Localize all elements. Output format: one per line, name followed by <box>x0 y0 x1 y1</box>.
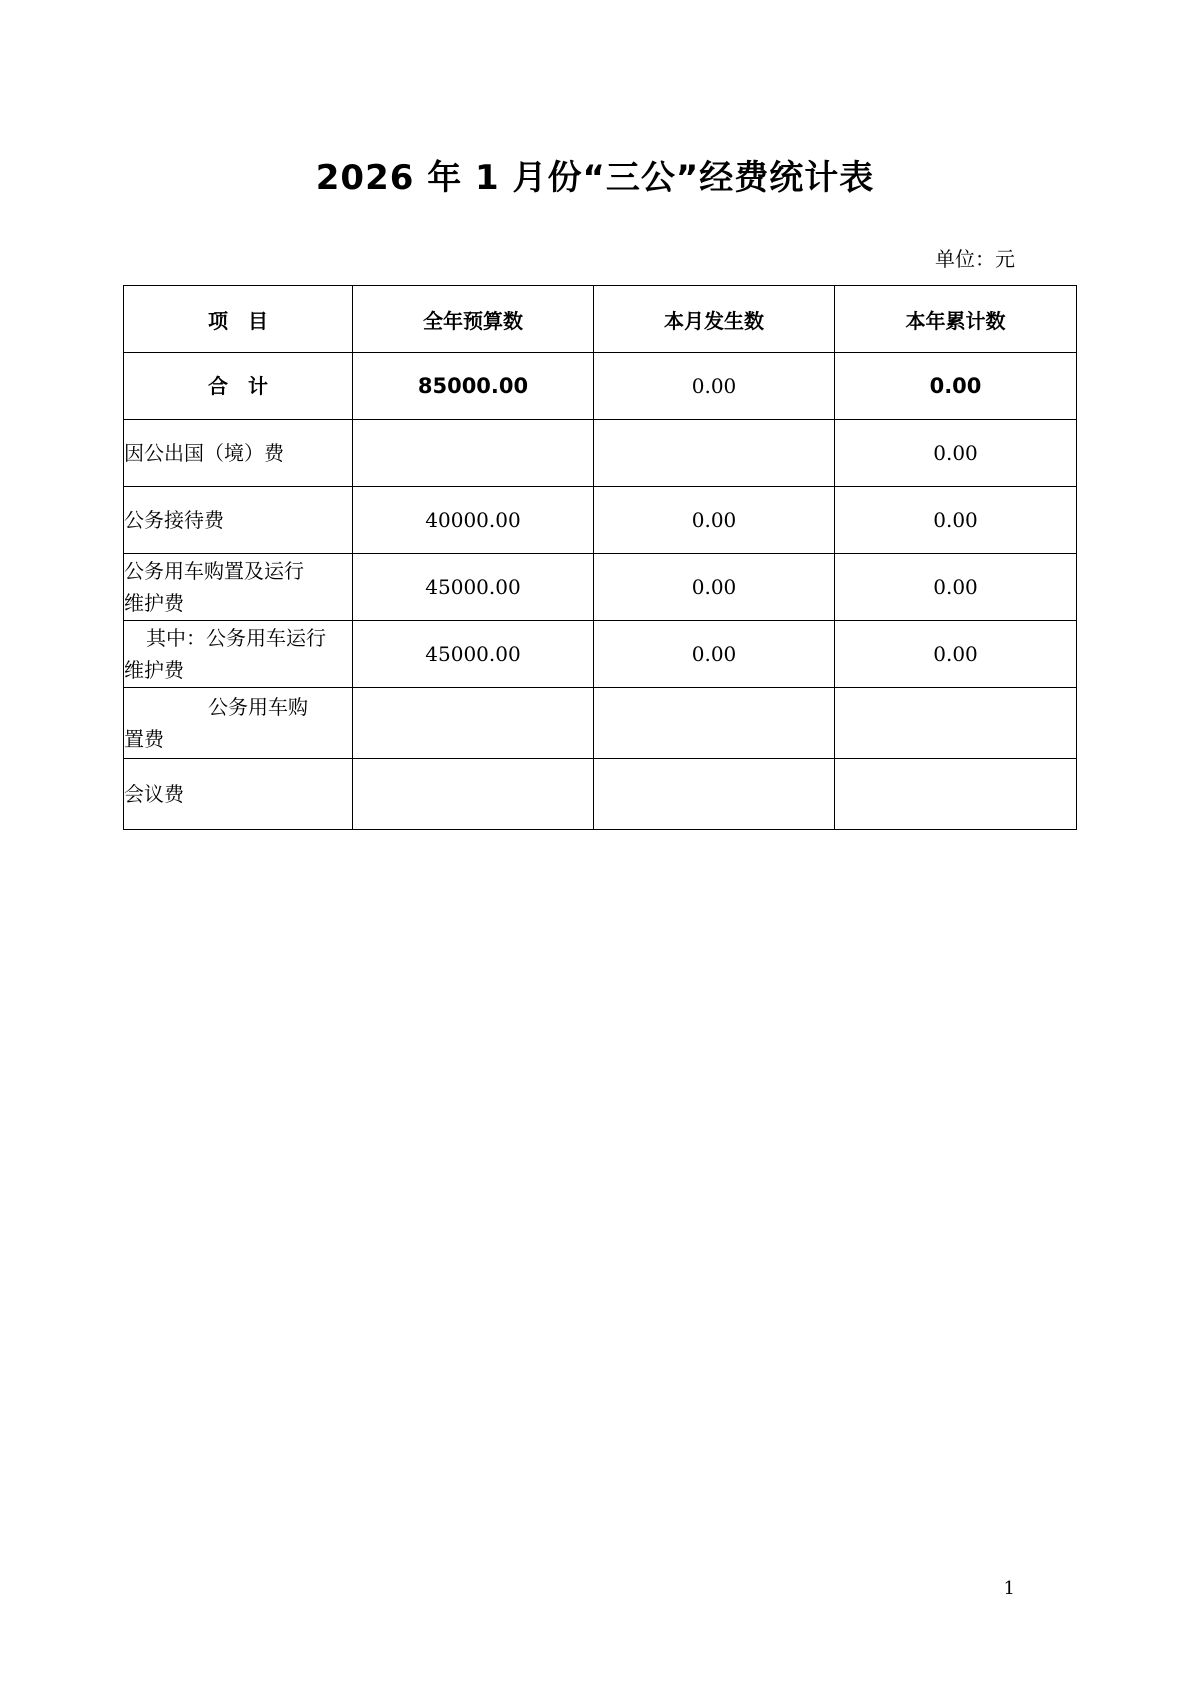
total-row <box>124 353 1077 420</box>
row-monthly-actual <box>594 420 835 487</box>
row-ytd <box>835 688 1077 759</box>
header-item: 项 目 <box>124 286 353 353</box>
page-number: 1 <box>1003 1578 1015 1599</box>
row-item: 其中：公务用车运行 维护费 <box>124 621 353 688</box>
page-title: 2026 年 1 月份“三公”经费统计表 <box>315 158 875 198</box>
header-annual-budget: 全年预算数 <box>353 286 594 353</box>
table-row <box>124 621 1077 688</box>
header-monthly-actual: 本月发生数 <box>594 286 835 353</box>
table-row <box>124 688 1077 759</box>
row-monthly-actual <box>594 688 835 759</box>
expense-table <box>123 285 1077 830</box>
row-annual-budget <box>353 420 594 487</box>
row-item: 公务用车购 置费 <box>124 688 353 759</box>
total-ytd: 0.00 <box>835 353 1077 420</box>
table-header-row <box>124 286 1077 353</box>
row-item: 公务用车购置及运行 维护费 <box>124 554 353 621</box>
total-annual-budget: 85000.00 <box>353 353 594 420</box>
row-item: 公务接待费 <box>124 487 353 554</box>
row-item: 因公出国（境）费 <box>124 420 353 487</box>
row-item: 会议费 <box>124 759 353 830</box>
header-ytd-total: 本年累计数 <box>835 286 1077 353</box>
row-monthly-actual: 0.00 <box>594 554 835 621</box>
row-annual-budget: 40000.00 <box>353 487 594 554</box>
row-monthly-actual: 0.00 <box>594 487 835 554</box>
row-ytd: 0.00 <box>835 420 1077 487</box>
row-ytd <box>835 759 1077 830</box>
table-row <box>124 759 1077 830</box>
row-annual-budget <box>353 759 594 830</box>
row-ytd: 0.00 <box>835 621 1077 688</box>
row-annual-budget <box>353 688 594 759</box>
row-monthly-actual: 0.00 <box>594 621 835 688</box>
row-ytd: 0.00 <box>835 554 1077 621</box>
row-ytd: 0.00 <box>835 487 1077 554</box>
row-monthly-actual <box>594 759 835 830</box>
unit-label: 单位：元 <box>935 247 1015 271</box>
row-annual-budget: 45000.00 <box>353 554 594 621</box>
total-label: 合 计 <box>124 353 353 420</box>
total-monthly-actual: 0.00 <box>594 353 835 420</box>
table-row <box>124 420 1077 487</box>
row-annual-budget: 45000.00 <box>353 621 594 688</box>
table-row <box>124 554 1077 621</box>
table-row <box>124 487 1077 554</box>
